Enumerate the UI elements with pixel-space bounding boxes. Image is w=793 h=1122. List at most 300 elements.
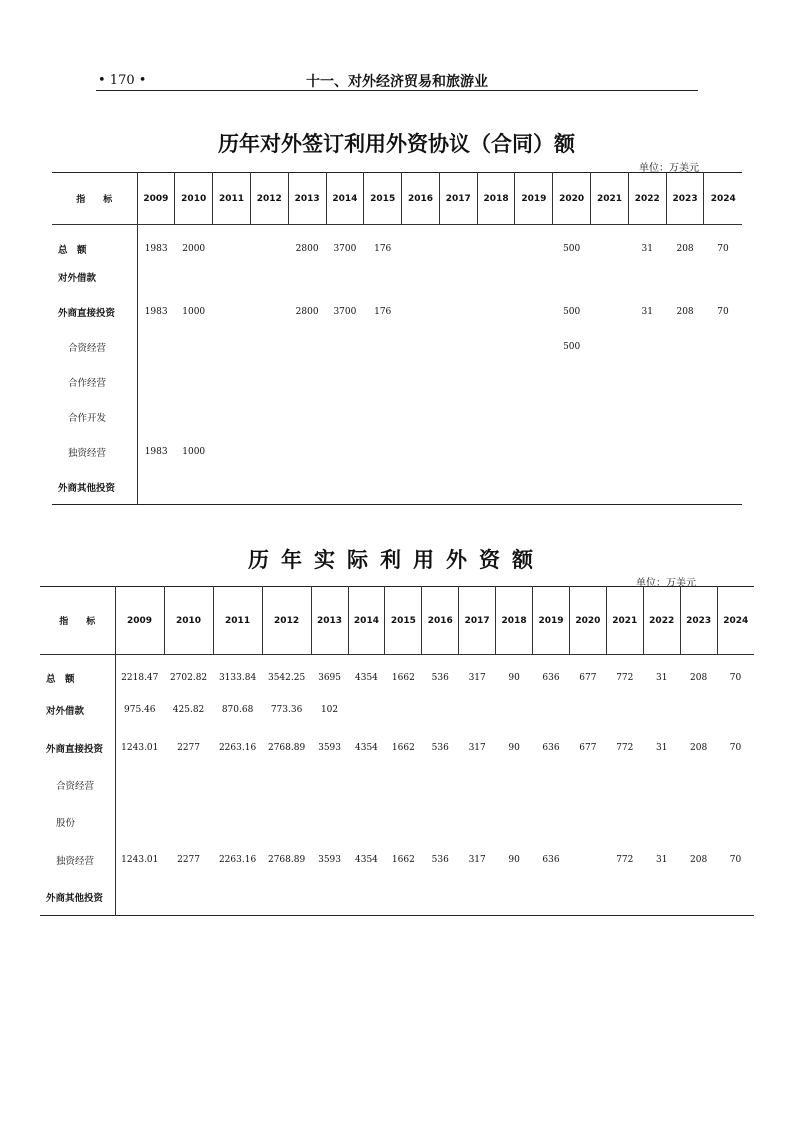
table-cell	[115, 804, 164, 841]
table-cell: 70	[717, 307, 729, 317]
year-header-2009: 2009	[137, 173, 175, 225]
row-label: 外商其他投资	[40, 878, 115, 915]
table-row	[52, 260, 742, 295]
table-cell: 636	[542, 854, 560, 865]
table-cell: 772	[616, 854, 634, 865]
table-cell	[175, 400, 213, 435]
chapter-title: 十一、对外经济贸易和旅游业	[306, 74, 488, 90]
table-cell	[164, 766, 213, 803]
table-cell	[643, 766, 680, 803]
table-cell	[326, 470, 364, 505]
table-cell: 3700	[333, 307, 357, 317]
table-cell	[643, 692, 680, 729]
row-label: 总 额	[52, 225, 137, 260]
table-cell	[164, 804, 213, 841]
table-row	[52, 295, 742, 330]
year-header-2016: 2016	[422, 587, 459, 655]
table-cell	[515, 470, 553, 505]
table-cell	[606, 766, 643, 803]
table-cell	[553, 260, 591, 295]
table-cell	[533, 692, 570, 729]
table-cell	[553, 470, 591, 505]
indicator-header: 指 标	[52, 173, 137, 225]
table-cell	[250, 260, 288, 295]
year-header-2013: 2013	[311, 587, 348, 655]
year-header-2018: 2018	[496, 587, 533, 655]
table-cell	[326, 365, 364, 400]
table-cell	[364, 435, 402, 470]
table-cell	[496, 878, 533, 915]
table-row	[52, 330, 742, 365]
table-cell: 772	[616, 742, 634, 753]
table-cell	[364, 260, 402, 295]
table-cell: 2277	[177, 854, 200, 865]
table-cell: 208	[690, 854, 708, 865]
page-header	[96, 70, 698, 91]
year-header-2023: 2023	[680, 587, 717, 655]
table-cell	[439, 435, 477, 470]
table-cell: 2277	[177, 742, 200, 753]
table-row	[40, 841, 754, 878]
actual-foreign-capital-table	[40, 586, 754, 916]
table-cell	[569, 841, 606, 878]
table-cell	[213, 470, 251, 505]
table-cell: 3133.84	[218, 673, 257, 684]
table-cell	[591, 330, 629, 365]
table-cell	[628, 470, 666, 505]
year-header-2015: 2015	[364, 173, 402, 225]
table-cell	[717, 766, 754, 803]
table-cell: 1000	[182, 447, 206, 457]
table2-unit: 单位：万美元	[636, 578, 696, 589]
table-cell	[115, 766, 164, 803]
table-cell	[385, 878, 422, 915]
table-cell	[288, 400, 326, 435]
table-cell	[515, 330, 553, 365]
table-cell	[311, 878, 348, 915]
contract-foreign-capital-table	[52, 172, 742, 505]
year-header-2024: 2024	[717, 587, 754, 655]
table-cell: 677	[579, 742, 597, 753]
table-cell: 90	[508, 854, 520, 865]
table-cell	[364, 470, 402, 505]
table-cell	[137, 330, 175, 365]
year-header-2020: 2020	[553, 173, 591, 225]
table-cell: 536	[431, 742, 449, 753]
table-cell: 31	[641, 244, 653, 255]
table-cell: 4354	[355, 673, 378, 684]
table-cell	[606, 804, 643, 841]
table-cell: 208	[676, 307, 694, 317]
table-cell	[250, 295, 288, 330]
table-cell	[348, 766, 385, 803]
table-cell	[680, 804, 717, 841]
table-cell	[422, 692, 459, 729]
table-cell: 90	[508, 673, 520, 684]
row-label: 总 额	[40, 655, 115, 692]
table2-title: 历年实际利用外资额	[248, 547, 545, 572]
table-cell	[439, 400, 477, 435]
table-cell	[385, 692, 422, 729]
table-cell	[515, 225, 553, 260]
table-cell	[680, 692, 717, 729]
table-cell	[553, 400, 591, 435]
table-cell: 2768.89	[267, 854, 306, 865]
table-cell: 31	[655, 854, 668, 865]
table-cell	[569, 766, 606, 803]
table-cell: 70	[717, 244, 729, 255]
table-cell: 208	[690, 673, 708, 684]
table-cell	[704, 330, 742, 365]
table-cell	[402, 365, 440, 400]
table-cell	[250, 225, 288, 260]
table-cell	[666, 435, 704, 470]
table-cell	[250, 435, 288, 470]
table-cell	[569, 692, 606, 729]
table-cell	[137, 365, 175, 400]
table-cell	[439, 225, 477, 260]
table-cell	[250, 400, 288, 435]
table-cell	[477, 260, 515, 295]
table-cell	[666, 365, 704, 400]
table-cell	[477, 365, 515, 400]
table-row	[40, 655, 754, 692]
table-cell	[137, 400, 175, 435]
table-row	[40, 766, 754, 803]
year-header-2018: 2018	[477, 173, 515, 225]
table-cell	[422, 878, 459, 915]
row-label: 合作经营	[52, 365, 137, 400]
row-label: 独资经营	[52, 435, 137, 470]
table-cell: 536	[431, 854, 449, 865]
year-header-2010: 2010	[164, 587, 213, 655]
table-cell	[213, 804, 262, 841]
table-cell: 31	[655, 742, 668, 753]
table-cell: 31	[641, 307, 653, 317]
table-cell	[704, 470, 742, 505]
table-cell	[402, 260, 440, 295]
year-header-2009: 2009	[115, 587, 164, 655]
table-cell	[364, 330, 402, 365]
table-cell: 1243.01	[121, 742, 159, 753]
table-cell: 500	[563, 307, 581, 317]
year-header-2021: 2021	[606, 587, 643, 655]
table-cell	[717, 692, 754, 729]
table-cell	[515, 260, 553, 295]
indicator-header: 指 标	[40, 587, 115, 655]
table-cell	[515, 435, 553, 470]
year-header-2011: 2011	[213, 587, 262, 655]
table-row	[52, 400, 742, 435]
table-cell	[439, 330, 477, 365]
table-cell	[175, 470, 213, 505]
table-cell: 1983	[144, 307, 168, 317]
table-cell: 2702.82	[169, 673, 208, 684]
table-cell	[288, 365, 326, 400]
year-header-2011: 2011	[213, 173, 251, 225]
table-cell: 636	[542, 673, 560, 684]
table-row	[52, 225, 742, 260]
row-label: 对外借款	[40, 692, 115, 729]
table-cell	[311, 766, 348, 803]
table-cell	[591, 470, 629, 505]
table-cell	[591, 225, 629, 260]
table-row	[52, 470, 742, 505]
table-cell	[288, 330, 326, 365]
row-label: 外商其他投资	[52, 470, 137, 505]
table-cell	[515, 295, 553, 330]
year-header-2019: 2019	[533, 587, 570, 655]
table-cell	[364, 400, 402, 435]
table-cell: 1983	[144, 244, 168, 255]
table-cell	[459, 766, 496, 803]
year-header-2014: 2014	[348, 587, 385, 655]
table-cell	[402, 295, 440, 330]
table-cell: 536	[431, 673, 449, 684]
table-cell	[439, 295, 477, 330]
table-cell: 70	[729, 742, 742, 753]
year-header-2012: 2012	[250, 173, 288, 225]
table-cell: 4354	[355, 742, 378, 753]
table-cell	[115, 878, 164, 915]
table-cell	[606, 878, 643, 915]
table1-title: 历年对外签订利用外资协议（合同）额	[218, 131, 575, 156]
row-label: 合作开发	[52, 400, 137, 435]
year-header-2015: 2015	[385, 587, 422, 655]
table-cell	[591, 365, 629, 400]
table-cell	[364, 365, 402, 400]
table-cell: 317	[468, 742, 486, 753]
table-cell: 677	[579, 673, 597, 684]
year-header-2021: 2021	[591, 173, 629, 225]
table-cell	[439, 365, 477, 400]
table-cell	[326, 400, 364, 435]
year-header-2022: 2022	[628, 173, 666, 225]
table-cell	[288, 435, 326, 470]
table-cell	[477, 225, 515, 260]
table-cell: 1662	[391, 742, 415, 753]
table-cell	[175, 260, 213, 295]
table-cell	[477, 435, 515, 470]
table-cell	[348, 692, 385, 729]
table-cell	[666, 260, 704, 295]
table-cell	[262, 804, 311, 841]
table-cell	[591, 260, 629, 295]
table-cell	[553, 435, 591, 470]
table-cell: 2800	[295, 244, 319, 255]
table-cell	[704, 400, 742, 435]
table-cell	[348, 804, 385, 841]
table-cell	[496, 692, 533, 729]
table-cell: 2000	[182, 244, 206, 255]
table-cell	[704, 260, 742, 295]
table-cell	[496, 804, 533, 841]
table-cell	[213, 435, 251, 470]
table-cell: 3700	[333, 244, 357, 255]
table-cell: 1983	[144, 447, 168, 457]
table-cell	[213, 365, 251, 400]
table-cell	[666, 400, 704, 435]
table-cell	[628, 400, 666, 435]
table-cell	[533, 766, 570, 803]
row-label: 对外借款	[52, 260, 137, 295]
table-cell: 2263.16	[218, 742, 257, 753]
table-cell	[402, 435, 440, 470]
table-cell	[175, 365, 213, 400]
table-cell: 102	[320, 705, 339, 716]
table-cell	[439, 470, 477, 505]
table-cell	[459, 692, 496, 729]
table-cell: 3695	[318, 673, 341, 684]
table-cell	[137, 260, 175, 295]
table-cell: 317	[468, 854, 486, 865]
table2-header-row	[40, 587, 754, 655]
table-cell: 2800	[295, 307, 319, 317]
table-cell	[569, 878, 606, 915]
table-cell	[680, 878, 717, 915]
table-cell	[477, 470, 515, 505]
table-cell: 1662	[391, 673, 415, 684]
table-cell	[164, 878, 213, 915]
table-cell	[591, 295, 629, 330]
table-cell: 870.68	[221, 705, 254, 716]
table-cell: 773.36	[270, 705, 303, 716]
table-row	[52, 435, 742, 470]
row-label: 股份	[40, 804, 115, 841]
table-cell: 31	[655, 673, 668, 684]
table-cell	[643, 878, 680, 915]
year-header-2020: 2020	[569, 587, 606, 655]
table-row	[40, 804, 754, 841]
table-cell	[213, 878, 262, 915]
table-cell: 772	[616, 673, 634, 684]
table-cell	[422, 766, 459, 803]
table-cell	[250, 330, 288, 365]
table-cell	[348, 878, 385, 915]
table1-header-row	[52, 173, 742, 225]
table-cell: 317	[468, 673, 486, 684]
table-cell	[402, 330, 440, 365]
table-cell	[326, 330, 364, 365]
table1-unit: 单位：万美元	[639, 163, 699, 174]
table-cell	[680, 766, 717, 803]
year-header-2016: 2016	[402, 173, 440, 225]
table-cell	[137, 470, 175, 505]
table-cell	[385, 804, 422, 841]
table-cell: 3593	[318, 742, 341, 753]
table-cell	[569, 804, 606, 841]
table-cell: 3593	[318, 854, 341, 865]
table-cell	[288, 470, 326, 505]
table-cell	[459, 804, 496, 841]
table-cell: 975.46	[124, 705, 156, 716]
table-cell: 208	[690, 742, 708, 753]
table-cell	[326, 260, 364, 295]
table-cell	[439, 260, 477, 295]
table-cell	[250, 470, 288, 505]
year-header-2023: 2023	[666, 173, 704, 225]
row-label: 外商直接投资	[52, 295, 137, 330]
table-cell	[717, 804, 754, 841]
table-cell: 90	[508, 742, 520, 753]
table-cell: 636	[542, 742, 560, 753]
table-cell	[591, 435, 629, 470]
table-cell	[666, 470, 704, 505]
year-header-2017: 2017	[459, 587, 496, 655]
table-cell	[213, 225, 251, 260]
table-cell	[628, 365, 666, 400]
table-cell	[628, 260, 666, 295]
table-cell	[496, 766, 533, 803]
table-cell	[704, 365, 742, 400]
table-cell	[628, 435, 666, 470]
year-header-2013: 2013	[288, 173, 326, 225]
table-cell	[402, 470, 440, 505]
year-header-2024: 2024	[704, 173, 742, 225]
page-number: • 170 •	[98, 73, 147, 88]
year-header-2017: 2017	[439, 173, 477, 225]
table-cell: 70	[729, 673, 742, 684]
year-header-2014: 2014	[326, 173, 364, 225]
row-label: 合资经营	[52, 330, 137, 365]
table-cell: 1243.01	[121, 854, 159, 865]
table-cell: 500	[563, 244, 581, 255]
table-cell	[213, 330, 251, 365]
table-cell	[477, 295, 515, 330]
year-header-2019: 2019	[515, 173, 553, 225]
table-cell	[402, 225, 440, 260]
table-cell	[643, 804, 680, 841]
table-cell: 2263.16	[218, 854, 257, 865]
table-cell	[288, 260, 326, 295]
table-cell	[311, 804, 348, 841]
table-cell	[402, 400, 440, 435]
table-cell	[666, 330, 704, 365]
row-label: 独资经营	[40, 841, 115, 878]
table-cell	[533, 804, 570, 841]
row-label: 外商直接投资	[40, 729, 115, 766]
table-cell	[704, 435, 742, 470]
table-cell	[213, 766, 262, 803]
year-header-2010: 2010	[175, 173, 213, 225]
table-cell	[591, 400, 629, 435]
table-cell	[477, 400, 515, 435]
year-header-2022: 2022	[643, 587, 680, 655]
table-cell	[477, 330, 515, 365]
table-row	[40, 878, 754, 915]
table-cell: 1662	[391, 854, 415, 865]
table-cell	[385, 766, 422, 803]
table-cell: 2768.89	[267, 742, 306, 753]
table-cell: 2218.47	[121, 673, 159, 684]
year-header-2012: 2012	[262, 587, 311, 655]
table-cell: 425.82	[172, 705, 205, 716]
table-cell	[326, 435, 364, 470]
table-cell	[533, 878, 570, 915]
table-cell: 500	[563, 342, 581, 352]
row-label: 合资经营	[40, 766, 115, 803]
table-cell	[422, 804, 459, 841]
table-row	[40, 692, 754, 729]
table-cell: 4354	[355, 854, 378, 865]
table-cell	[606, 692, 643, 729]
table-cell	[213, 400, 251, 435]
table-cell: 208	[676, 244, 694, 255]
table-cell: 70	[729, 854, 742, 865]
table-cell	[459, 878, 496, 915]
table-cell: 3542.25	[267, 673, 306, 684]
table-row	[40, 729, 754, 766]
